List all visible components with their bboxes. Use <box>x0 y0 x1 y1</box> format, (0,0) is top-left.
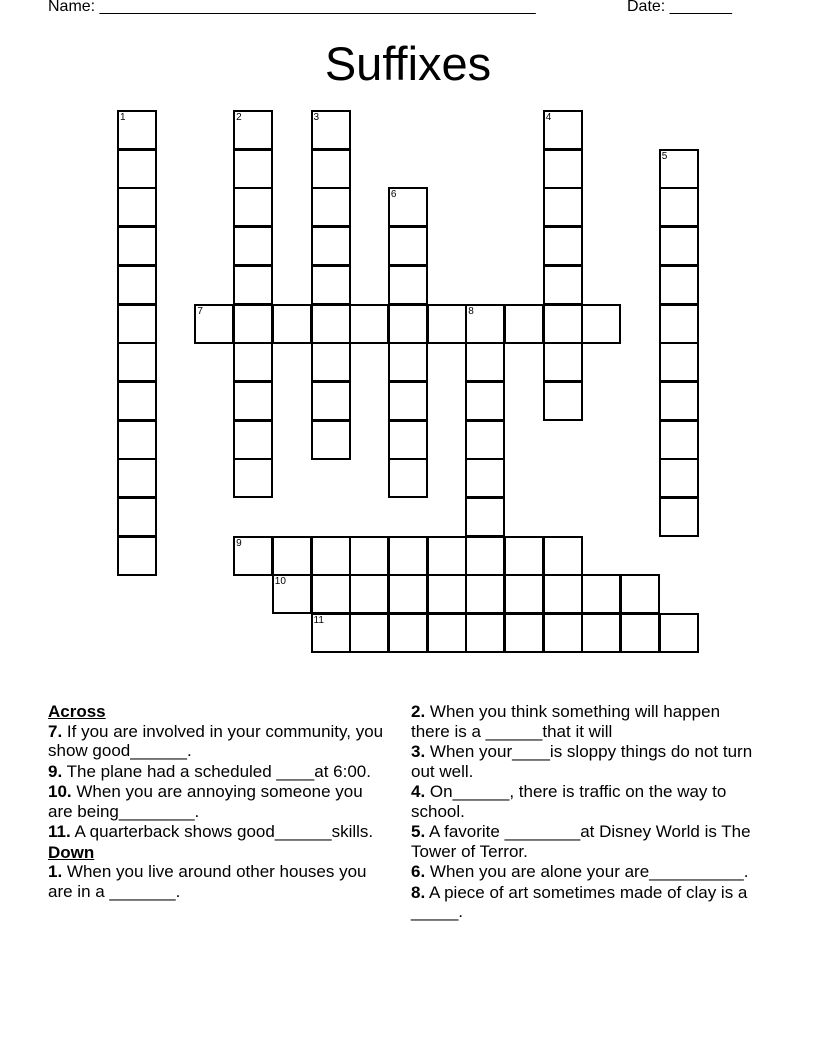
grid-cell[interactable] <box>465 381 505 421</box>
grid-cell[interactable] <box>233 420 273 460</box>
clue-text: On______, there is traffic on the way to school. <box>411 782 727 821</box>
clue-1-down_left <box>48 862 386 901</box>
clue-number: 6. <box>411 862 426 881</box>
grid-cell[interactable] <box>659 187 699 227</box>
grid-cell[interactable] <box>659 304 699 344</box>
clue-number: 1. <box>48 862 63 881</box>
grid-cell[interactable] <box>543 613 583 653</box>
clue-number-label: 6 <box>390 189 397 201</box>
clue-number: 7. <box>48 721 63 741</box>
grid-cell[interactable] <box>465 613 505 653</box>
grid-cell[interactable] <box>233 536 273 576</box>
clue-text: A piece of art sometimes made of clay is a _____. <box>411 882 748 921</box>
clue-number: 8. <box>411 882 426 902</box>
grid-cell[interactable] <box>233 342 273 382</box>
grid-cell[interactable] <box>117 536 157 576</box>
grid-cell[interactable] <box>311 110 351 150</box>
grid-cell[interactable] <box>388 458 428 498</box>
clue-3-down_right <box>411 742 761 781</box>
grid-cell[interactable] <box>620 574 660 614</box>
clue-8-down_right <box>411 883 761 922</box>
clue-number-label: 1 <box>120 112 126 123</box>
grid-cell[interactable] <box>427 613 467 653</box>
grid-cell[interactable] <box>117 420 157 460</box>
grid-cell[interactable] <box>388 420 428 460</box>
grid-cell[interactable] <box>311 187 351 227</box>
grid-cell[interactable] <box>388 574 428 614</box>
grid-cell[interactable] <box>388 187 428 227</box>
grid-cell[interactable] <box>311 613 351 653</box>
grid-cell[interactable] <box>543 149 583 189</box>
clue-10-across <box>48 782 386 821</box>
grid-cell[interactable] <box>659 149 699 189</box>
clue-text: The plane had a scheduled ____at 6:00. <box>62 761 371 781</box>
grid-cell[interactable] <box>117 497 157 537</box>
grid-cell[interactable] <box>349 304 389 344</box>
grid-cell[interactable] <box>543 110 583 150</box>
clue-number: 9. <box>48 761 63 781</box>
grid-cell[interactable] <box>117 187 157 227</box>
clue-text: When you are alone your are__________. <box>425 862 749 881</box>
grid-cell[interactable] <box>388 265 428 305</box>
grid-cell[interactable] <box>233 187 273 227</box>
grid-cell[interactable] <box>659 381 699 421</box>
clue-6-down_right <box>411 862 761 882</box>
grid-cell[interactable] <box>543 574 583 614</box>
grid-cell[interactable] <box>659 613 699 653</box>
name-label: Name: <box>48 0 96 15</box>
grid-cell[interactable] <box>233 265 273 305</box>
grid-cell[interactable] <box>117 226 157 266</box>
grid-cell[interactable] <box>543 226 583 266</box>
grid-cell[interactable] <box>465 497 505 537</box>
clue-text: If you are involved in your community, you show good______. <box>48 721 384 760</box>
clue-number: 11. <box>48 822 71 841</box>
clue-text: When you think something will happen there is a ______that it will <box>411 702 721 741</box>
grid-cell[interactable] <box>659 342 699 382</box>
clues-right-column <box>411 702 761 923</box>
grid-cell[interactable] <box>659 226 699 266</box>
grid-cell[interactable] <box>311 149 351 189</box>
grid-cell[interactable] <box>427 304 467 344</box>
grid-cell[interactable] <box>117 149 157 189</box>
clue-number-label: 11 <box>313 615 324 627</box>
page-title: Suffixes <box>324 37 492 90</box>
grid-cell[interactable] <box>504 574 544 614</box>
clue-4-down_right <box>411 782 761 821</box>
clue-number: 4. <box>411 782 426 801</box>
grid-cell[interactable] <box>543 304 583 344</box>
grid-cell[interactable] <box>465 304 505 344</box>
clue-text: When you are annoying someone you are being________. <box>48 782 363 821</box>
clue-number: 5. <box>411 822 426 841</box>
grid-cell[interactable] <box>311 381 351 421</box>
grid-cell[interactable] <box>543 381 583 421</box>
grid-cell[interactable] <box>659 420 699 460</box>
grid-cell[interactable] <box>543 265 583 305</box>
clue-number: 10. <box>48 782 72 801</box>
grid-cell[interactable] <box>117 304 157 344</box>
grid-cell[interactable] <box>233 304 273 344</box>
grid-cell[interactable] <box>349 574 389 614</box>
grid-cell[interactable] <box>659 497 699 537</box>
grid-cell[interactable] <box>465 574 505 614</box>
grid-cell[interactable] <box>388 304 428 344</box>
grid-cell[interactable] <box>233 226 273 266</box>
grid-cell[interactable] <box>504 536 544 576</box>
down-clue-list-continued <box>411 702 761 922</box>
grid-cell[interactable] <box>117 342 157 382</box>
grid-cell[interactable] <box>311 342 351 382</box>
grid-cell[interactable] <box>427 536 467 576</box>
grid-cell[interactable] <box>581 304 621 344</box>
clue-number: 3. <box>411 742 426 761</box>
clue-2-down_right <box>411 702 761 741</box>
grid-cell[interactable] <box>233 381 273 421</box>
grid-cell[interactable] <box>465 420 505 460</box>
clue-7-across <box>48 722 386 761</box>
clue-number-label: 3 <box>313 112 320 123</box>
clue-9-across <box>48 762 386 782</box>
grid-cell[interactable] <box>388 381 428 421</box>
grid-cell[interactable] <box>465 536 505 576</box>
grid-cell[interactable] <box>388 226 428 266</box>
grid-cell[interactable] <box>311 536 351 576</box>
grid-cell[interactable] <box>311 265 351 305</box>
grid-cell[interactable] <box>349 613 389 653</box>
grid-cell[interactable] <box>659 458 699 498</box>
grid-cell[interactable] <box>233 110 273 150</box>
grid-cell[interactable] <box>349 536 389 576</box>
grid-cell[interactable] <box>659 265 699 305</box>
clue-text: When your____is sloppy things do not turn out well. <box>411 742 753 781</box>
clue-text: A favorite ________at Disney World is The Tower of Terror. <box>411 822 751 861</box>
grid-cell[interactable] <box>465 342 505 382</box>
clue-number-label: 2 <box>236 112 242 123</box>
grid-cell[interactable] <box>543 342 583 382</box>
grid-cell[interactable] <box>581 613 621 653</box>
grid-cell[interactable] <box>194 304 234 344</box>
grid-cell[interactable] <box>233 458 273 498</box>
date-label: Date: <box>627 0 666 15</box>
name-line[interactable]: _________________________________________________ <box>99 0 536 15</box>
grid-cell[interactable] <box>388 536 428 576</box>
grid-cell[interactable] <box>388 342 428 382</box>
grid-cell[interactable] <box>117 110 157 150</box>
grid-cell[interactable] <box>311 226 351 266</box>
grid-cell[interactable] <box>543 536 583 576</box>
clue-number-label: 9 <box>236 537 242 549</box>
across-heading: Across <box>48 702 106 721</box>
grid-cell[interactable] <box>465 458 505 498</box>
clue-text: When you live around other houses you are in a _______. <box>48 862 367 901</box>
clue-number: 2. <box>411 702 426 721</box>
across-clue-list <box>48 722 386 842</box>
date-field[interactable] <box>627 0 732 16</box>
clue-5-down_right <box>411 822 761 861</box>
grid-cell[interactable] <box>504 613 544 653</box>
grid-cell[interactable] <box>117 381 157 421</box>
grid-cell[interactable] <box>272 574 312 614</box>
grid-cell[interactable] <box>272 304 312 344</box>
grid-cell[interactable] <box>233 149 273 189</box>
grid-cell[interactable] <box>117 265 157 305</box>
grid-cell[interactable] <box>504 304 544 344</box>
grid-cell[interactable] <box>311 574 351 614</box>
grid-cell[interactable] <box>581 574 621 614</box>
clue-text: A quarterback shows good______skills. <box>70 822 374 841</box>
clue-11-across <box>48 822 386 842</box>
clue-number-label: 8 <box>468 305 474 317</box>
clue-number-label: 5 <box>661 150 668 162</box>
grid-cell[interactable] <box>311 304 351 344</box>
clue-number-label: 10 <box>274 576 286 588</box>
grid-cell[interactable] <box>117 458 157 498</box>
name-field[interactable] <box>48 0 536 16</box>
grid-cell[interactable] <box>543 187 583 227</box>
grid-cell[interactable] <box>388 613 428 653</box>
clue-number-label: 7 <box>197 305 203 317</box>
down-heading: Down <box>48 842 95 862</box>
grid-cell[interactable] <box>272 536 312 576</box>
date-line[interactable]: _______ <box>669 0 732 15</box>
grid-cell[interactable] <box>427 574 467 614</box>
grid-cell[interactable] <box>311 420 351 460</box>
clues-left-column <box>48 702 386 902</box>
grid-cell[interactable] <box>620 613 660 653</box>
down-clue-list <box>48 862 386 901</box>
clue-number-label: 4 <box>545 112 552 123</box>
